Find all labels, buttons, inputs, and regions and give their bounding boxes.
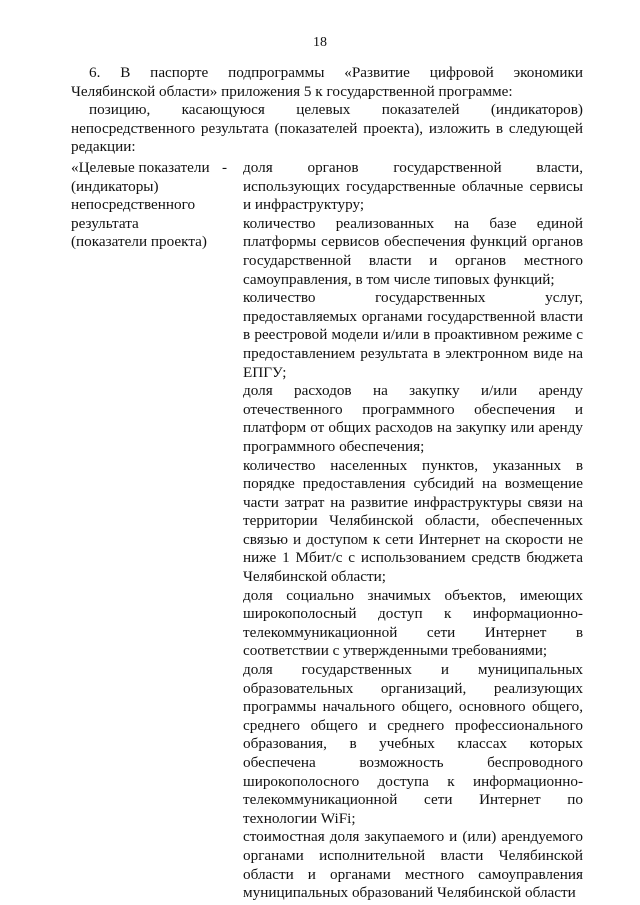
position-title-line: (индикаторы) xyxy=(71,177,159,195)
position-title-line: непосредственного xyxy=(71,196,196,214)
indicator-item: количество населенных пунктов, указанных в порядке предоставления субсидий на возмещение части затрат на развитие инфраструктуры связи на территории Челябинской области, обеспеченных связью и доступом к сети Интернет на скорости не ниже 1 Мбит/с с использованием средств бюджета Челябинской области; xyxy=(243,456,583,586)
indicator-item: доля государственных и муниципальных образовательных организаций, реализующих программы начального общего, основного общего, среднего общего и среднего профессионального образования, в учебных классах которых обеспечена возможность беспроводного широкополосного доступа к информационно-телекоммуникационной сети Интернет по технологии WiFi; xyxy=(243,661,583,827)
intro-line-2: Челябинской области» приложения 5 к государственной программе: xyxy=(71,82,513,100)
intro-line-3: позицию, касающуюся целевых показателей (индикаторов) xyxy=(89,101,583,119)
position-title xyxy=(71,159,231,252)
intro-paragraph xyxy=(71,64,583,157)
intro-line-4: непосредственного результата (показателей проекта), изложить в следующей xyxy=(71,119,583,137)
page-number: 18 xyxy=(313,35,327,50)
intro-line-5: редакции: xyxy=(71,138,136,156)
separator-dash: - xyxy=(222,159,228,176)
indicator-item: стоимостная доля закупаемого и (или) арендуемого органами исполнительной власти Челябинской области и органами местного самоуправления муниципальных образований Челябинской области xyxy=(243,828,583,902)
indicator-item: количество реализованных на базе единой платформы сервисов обеспечения функций органов государственной власти и органов местного самоуправления, в том числе типовых функций; xyxy=(243,214,583,288)
position-title-line: (показатели проекта) xyxy=(71,233,207,251)
intro-line-1: 6. В паспорте подпрограммы «Развитие цифровой экономики xyxy=(89,64,583,81)
indicator-item: количество государственных услуг, предоставляемых органами государственной власти в реестровой модели и/или в проактивном режиме с предоставлением результата в электронном виде на ЕПГУ; xyxy=(243,289,583,381)
indicator-item: доля органов государственной власти, использующих государственные облачные сервисы и инфраструктуру; xyxy=(243,159,583,214)
indicator-item: доля социально значимых объектов, имеющих широкополосный доступ к информационно-телекоммуникационной сети Интернет в соответствии с утвержденными требованиями; xyxy=(243,586,583,660)
indicator-item: доля расходов на закупку и/или аренду отечественного программного обеспечения и платформ от общих расходов на закупку или аренду программного обеспечения; xyxy=(243,382,583,455)
position-title-line: «Целевые показатели xyxy=(71,159,210,176)
position-title-line: результата xyxy=(71,214,139,232)
indicators-list xyxy=(243,159,583,903)
